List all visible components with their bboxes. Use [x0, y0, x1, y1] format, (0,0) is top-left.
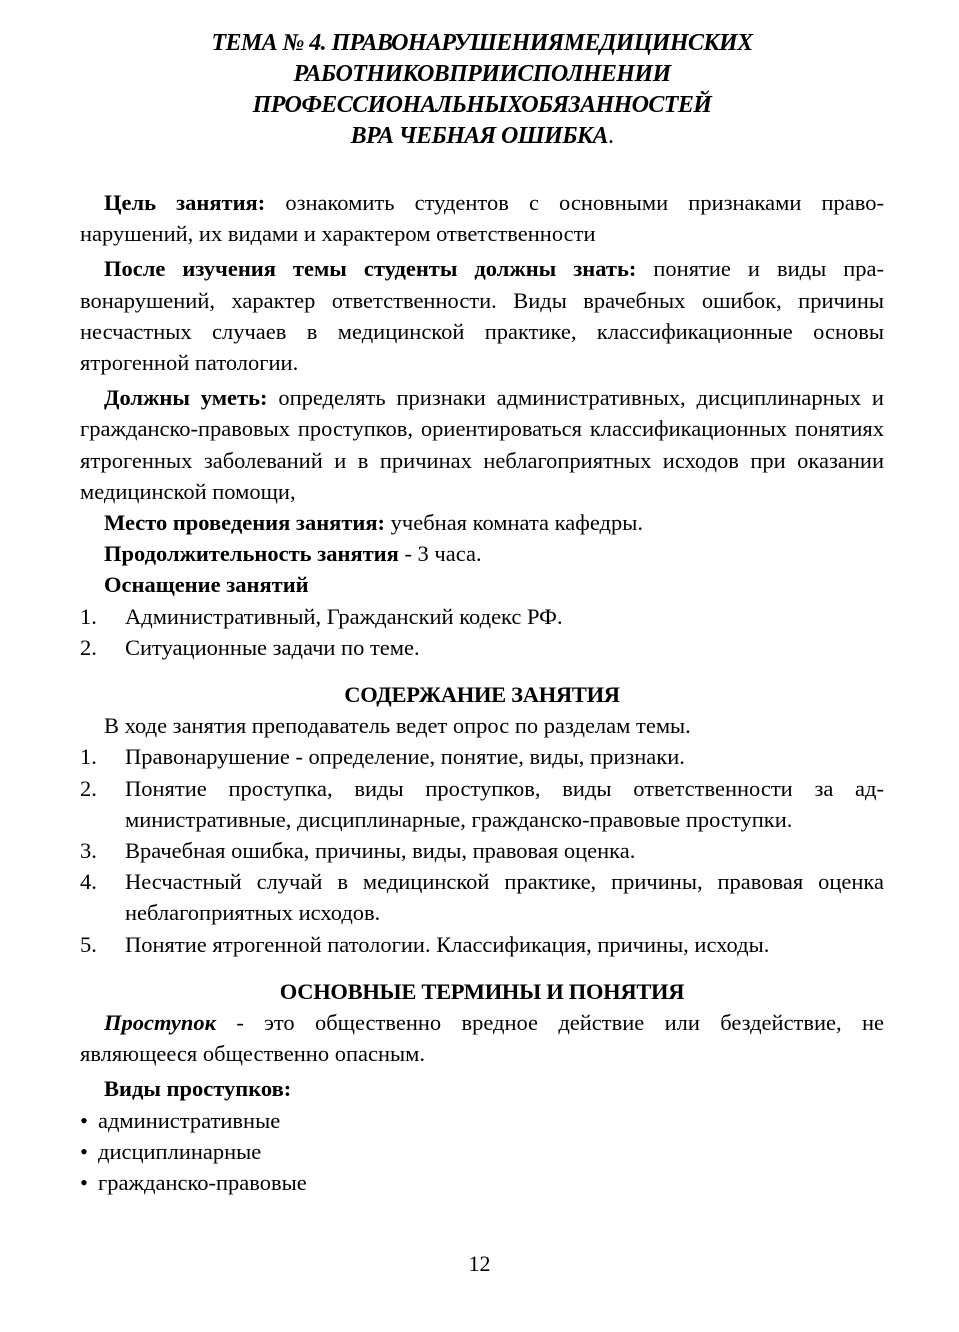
duration-text: - 3 часа. — [398, 541, 482, 567]
list-item — [80, 1167, 884, 1198]
content-heading: СОДЕРЖАНИЕ ЗАНЯТИЯ — [344, 682, 620, 708]
spacer — [80, 663, 884, 679]
title-line-2: РАБОТНИКОВПРИИСПОЛНЕНИИ — [293, 61, 671, 87]
know-text: понятие и виды правонарушений, характер ответственности. Виды врачебных ошибок, причины несчастных случаев в медицинской практике, классификационные основы ятрогенной патологии. — [80, 256, 884, 376]
document-body — [80, 187, 884, 1198]
equipment-heading — [80, 569, 884, 600]
offense-text: - это общественно вредное действие или бездействие, не являющееся общественно опасным. — [80, 1010, 884, 1067]
skills-label: Должны уметь: — [104, 385, 268, 411]
list-item-text: Врачебная ошибка, причины, виды, правовая оценка. — [125, 838, 636, 864]
list-item — [80, 632, 884, 663]
title-line-4-text: ВРА ЧЕБНАЯ ОШИБКА — [350, 123, 608, 149]
title-period: . — [607, 123, 614, 149]
list-item-text: Административный, Гражданский кодекс РФ. — [125, 603, 563, 629]
types-heading — [80, 1073, 884, 1104]
title-line-1: ТЕМА № 4. ПРАВОНАРУШЕНИЯМЕДИЦИНСКИХ — [211, 30, 753, 56]
offense-definition — [80, 1007, 884, 1069]
know-paragraph — [80, 253, 884, 378]
types-list — [80, 1105, 884, 1199]
skills-paragraph — [80, 382, 884, 507]
title-line-4 — [80, 121, 884, 152]
list-item — [80, 835, 884, 866]
list-item-text: административные — [98, 1107, 281, 1133]
skills-text: определять признаки административных, дисциплинарных и гражданско-правовых проступков, ориентироваться классификационных понятиях ятрогенных заболеваний и в причинах неблагоприятных исходов при оказании медицинской помощи, — [80, 385, 884, 504]
place-text: учебная комната кафедры. — [385, 510, 643, 536]
place-label: Место проведения занятия: — [104, 510, 386, 536]
list-item-text: Понятие ятрогенной патологии. Классификация, причины, исходы. — [125, 931, 770, 957]
list-item-number: 5. — [80, 931, 97, 957]
bullet-mark: • — [80, 1170, 88, 1196]
list-item-text: Несчастный случай в медицинской практике, причины, правовая оценка неблагоприятных исходов. — [125, 869, 884, 926]
list-item-number: 1. — [80, 603, 97, 629]
terms-heading: ОСНОВНЫЕ ТЕРМИНЫ И ПОНЯТИЯ — [279, 978, 685, 1004]
list-item — [80, 773, 884, 835]
duration-paragraph — [80, 538, 884, 569]
list-item — [80, 929, 884, 960]
list-item-text: Правонарушение - определение, понятие, виды, признаки. — [125, 744, 685, 770]
duration-label: Продолжительность занятия — [104, 541, 399, 567]
title-line-3: ПРОФЕССИОНАЛЬНЫХОБЯЗАННОСТЕЙ — [252, 92, 712, 118]
list-item — [80, 741, 884, 772]
list-item-text: Понятие проступка, виды проступков, виды ответственности за административные, дисциплинарные, гражданско-правовые проступки. — [125, 775, 884, 832]
list-item-text: дисциплинарные — [98, 1138, 262, 1164]
list-item-number: 2. — [80, 775, 97, 801]
offense-term: Проступок — [104, 1010, 217, 1036]
page-number: 12 — [468, 1251, 491, 1276]
spacer — [80, 960, 884, 976]
content-list — [80, 741, 884, 959]
goal-text: ознакомить студентов с основными признаками правонарушений, их видами и характером ответственности — [80, 190, 884, 247]
bullet-mark: • — [80, 1107, 88, 1133]
list-item-text: гражданско-правовые — [98, 1170, 307, 1196]
bullet-mark: • — [80, 1138, 88, 1164]
know-label: После изучения темы студенты должны знать: — [104, 256, 637, 282]
page-title — [80, 28, 884, 152]
list-item-text: Ситуационные задачи по теме. — [125, 634, 420, 660]
list-item-number: 1. — [80, 744, 97, 770]
equipment-list — [80, 601, 884, 663]
list-item — [80, 1136, 884, 1167]
list-item-number: 2. — [80, 634, 97, 660]
place-paragraph — [80, 507, 884, 538]
goal-label: Цель занятия: — [104, 190, 266, 215]
list-item — [80, 866, 884, 928]
list-item — [80, 601, 884, 632]
list-item-number: 4. — [80, 869, 97, 895]
types-label: Виды проступков: — [104, 1076, 292, 1102]
list-item-number: 3. — [80, 838, 97, 864]
equipment-label: Оснащение занятий — [104, 572, 309, 598]
content-intro: В ходе занятия преподаватель ведет опрос по разделам темы. — [104, 713, 691, 739]
list-item — [80, 1105, 884, 1136]
goal-paragraph — [80, 187, 884, 249]
